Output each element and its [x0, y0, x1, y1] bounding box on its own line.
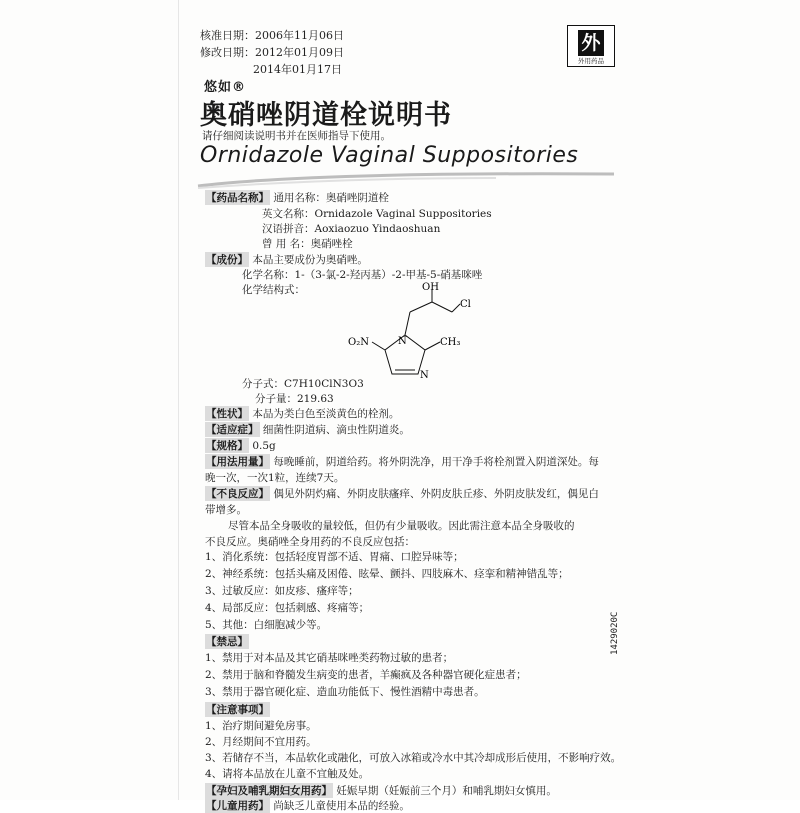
brand-name: 悠如® [204, 80, 247, 95]
properties-section [205, 406, 399, 421]
pregnancy-label: 【孕妇及哺乳期妇女用药】 [206, 785, 332, 797]
revision-date-2: 2014年01月17日 [253, 63, 342, 76]
pinyin-name: 汉语拼音：Aoxiaozuo Yindaoshuan [262, 223, 441, 235]
generic-name: 通用名称：奥硝唑阴道栓 [273, 192, 389, 204]
adverse-section [205, 486, 599, 501]
list-item: 2、神经系统：包括头痛及困倦、眩晕、颤抖、四肢麻木、痉挛和精神错乱等； [205, 568, 569, 580]
decorative-swoosh [196, 170, 616, 190]
molecular-weight: 分子量：219.63 [255, 393, 334, 405]
former-name: 曾 用 名：奥硝唑栓 [262, 238, 353, 250]
dosage-label: 【用法用量】 [206, 456, 269, 468]
external-use-icon: 外 [578, 30, 604, 56]
contraindications-label: 【禁忌】 [206, 636, 248, 648]
approval-date: 核准日期：2006年11月06日 [200, 29, 344, 42]
list-item: 3、过敏反应：如皮疹、瘙痒等； [205, 585, 359, 597]
children-label: 【儿童用药】 [206, 800, 269, 812]
adverse-label: 【不良反应】 [206, 488, 269, 500]
external-use-caption: 外用药品 [578, 57, 604, 65]
drug-name-label: 【药品名称】 [206, 192, 269, 204]
precautions-section [205, 702, 270, 717]
properties-text: 本品为类白色至淡黄色的栓剂。 [252, 408, 400, 420]
chemical-structure-diagram [340, 282, 540, 382]
adverse-list [205, 549, 569, 634]
list-item: 5、其他：白细胞减少等。 [205, 619, 328, 631]
structure-cl: Cl [460, 299, 471, 310]
page-subtitle: 请仔细阅读说明书并在医师指导下使用。 [202, 130, 391, 142]
structure-no2: O₂N [348, 337, 369, 348]
page-edge [178, 0, 179, 800]
indications-label: 【适应症】 [206, 424, 259, 436]
ingredients-text: 本品主要成份为奥硝唑。 [252, 254, 368, 266]
revision-date: 修改日期：2012年01月09日 [200, 46, 344, 59]
pregnancy-text: 妊娠早期（妊娠前三个月）和哺乳期妇女慎用。 [336, 785, 557, 797]
molecular-formula: 分子式：C7H10ClN3O3 [242, 378, 364, 390]
indications-section [205, 422, 410, 437]
properties-label: 【性状】 [206, 408, 248, 420]
precautions-list [205, 718, 621, 782]
ingredients-section [205, 252, 368, 267]
adverse-line3: 尽管本品全身吸收的量较低，但仍有少量吸收。因此需注意本品全身吸收的 [228, 520, 575, 532]
pregnancy-section [205, 783, 557, 798]
list-item: 1、消化系统：包括轻度胃部不适、胃痛、口腔异味等； [205, 551, 464, 563]
structure-oh: OH [422, 282, 439, 293]
drug-name-section [205, 190, 389, 205]
english-name: 英文名称：Ornidazole Vaginal Suppositories [262, 208, 492, 220]
specification-label: 【规格】 [206, 440, 248, 452]
page-title: 奥硝唑阴道栓说明书 [200, 100, 452, 131]
dosage-line2: 晚一次，一次1粒，连续7天。 [205, 472, 345, 484]
specification-section [205, 438, 276, 453]
list-item: 1、治疗期间避免房事。 [205, 720, 317, 732]
children-section [205, 798, 410, 813]
adverse-line4: 不良反应。奥硝唑全身用药的不良反应包括： [205, 536, 415, 548]
dosage-section [205, 454, 599, 469]
specification-text: 0.5g [252, 440, 276, 452]
precautions-label: 【注意事项】 [206, 704, 269, 716]
date-block [200, 27, 344, 78]
side-print-code: 1429020C [610, 611, 620, 655]
children-text: 尚缺乏儿童使用本品的经验。 [273, 800, 410, 812]
list-item: 4、请将本品放在儿童不宜触及处。 [205, 768, 370, 780]
external-use-badge [567, 25, 615, 67]
list-item: 1、禁用于对本品及其它硝基咪唑类药物过敏的患者； [205, 652, 454, 664]
english-title: Ornidazole Vaginal Suppositories [200, 143, 579, 168]
chemical-name: 化学名称：1-（3-氯-2-羟丙基）-2-甲基-5-硝基咪唑 [242, 269, 483, 281]
list-item: 3、禁用于器官硬化症、造血功能低下、慢性酒精中毒患者。 [205, 686, 485, 698]
dosage-line1: 每晚睡前，阴道给药。将外阴洗净，用干净手将栓剂置入阴道深处。每 [273, 456, 599, 468]
chemical-structure-label: 化学结构式： [242, 284, 305, 296]
contraindications-list [205, 650, 527, 701]
list-item: 3、若储存不当，本品软化或融化，可放入冰箱或冷水中其冷却成形后使用，不影响疗效。 [205, 752, 622, 764]
list-item: 2、禁用于脑和脊髓发生病变的患者，羊癫疯及各种器官硬化症患者； [205, 669, 527, 681]
indications-text: 细菌性阴道病、滴虫性阴道炎。 [262, 424, 410, 436]
adverse-line1: 偶见外阴灼痛、外阴皮肤瘙痒、外阴皮肤丘疹、外阴皮肤发红，偶见白 [273, 488, 599, 500]
structure-ch3: CH₃ [440, 337, 461, 348]
ingredients-label: 【成份】 [206, 254, 248, 266]
adverse-line2: 带增多。 [205, 504, 247, 516]
structure-n1: N [398, 336, 407, 347]
list-item: 2、月经期间不宜用药。 [205, 736, 317, 748]
structure-n2: N [420, 370, 429, 381]
list-item: 4、局部反应：包括刺感、疼痛等； [205, 602, 370, 614]
contraindications-section [205, 634, 249, 649]
